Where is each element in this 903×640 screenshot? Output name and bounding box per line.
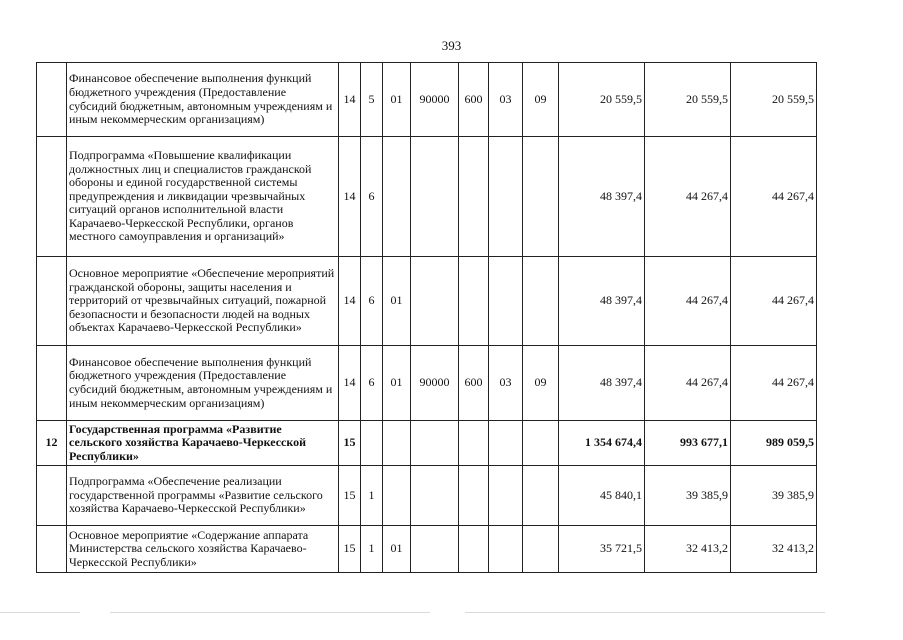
row-number: [37, 346, 67, 421]
amount-year-3: 44 267,4: [731, 137, 817, 257]
code-ministry: 14: [339, 346, 361, 421]
amount-year-2: 44 267,4: [645, 257, 731, 346]
amount-year-3: 32 413,2: [731, 526, 817, 573]
row-name: Основное мероприятие «Содержание аппарата Министерства сельского хозяйства Карачаево-Черкесской Республики»: [67, 526, 339, 573]
code-subsection: [523, 526, 559, 573]
code-ministry: 14: [339, 63, 361, 137]
table-row: [37, 526, 817, 573]
amount-year-3: 989 059,5: [731, 421, 817, 466]
amount-year-2: 39 385,9: [645, 466, 731, 526]
amount-year-1: 48 397,4: [559, 346, 645, 421]
code-expense-type: [459, 137, 489, 257]
code-subprogram: 1: [361, 526, 383, 573]
row-number: [37, 63, 67, 137]
code-ministry: 15: [339, 526, 361, 573]
code-subprogram: 6: [361, 346, 383, 421]
code-direction: [411, 137, 459, 257]
amount-year-1: 45 840,1: [559, 466, 645, 526]
row-number: [37, 466, 67, 526]
row-name: Основное мероприятие «Обеспечение мероприятий гражданской обороны, защиты населения и территорий от чрезвычайных ситуаций, пожарной безопасности и безопасности людей на водных объектах Карачаево-Черкесской Республики»: [67, 257, 339, 346]
table-row: [37, 63, 817, 137]
scan-edge-line: [465, 612, 825, 613]
code-section: [489, 466, 523, 526]
amount-year-2: 993 677,1: [645, 421, 731, 466]
code-expense-type: [459, 257, 489, 346]
code-section: [489, 421, 523, 466]
row-number: [37, 257, 67, 346]
code-direction: 90000: [411, 346, 459, 421]
code-section: [489, 526, 523, 573]
amount-year-2: 32 413,2: [645, 526, 731, 573]
code-subsection: 09: [523, 63, 559, 137]
row-name: Государственная программа «Развитие сельского хозяйства Карачаево-Черкесской Республики»: [67, 421, 339, 466]
table-row: [37, 257, 817, 346]
code-ministry: 15: [339, 466, 361, 526]
amount-year-1: 20 559,5: [559, 63, 645, 137]
scan-edge-line: [110, 612, 430, 613]
code-subsection: [523, 257, 559, 346]
budget-table: [36, 62, 817, 573]
code-section: 03: [489, 63, 523, 137]
amount-year-3: 44 267,4: [731, 257, 817, 346]
table-row: [37, 421, 817, 466]
amount-year-1: 48 397,4: [559, 257, 645, 346]
code-subprogram: 6: [361, 257, 383, 346]
amount-year-3: 20 559,5: [731, 63, 817, 137]
code-subsection: 09: [523, 346, 559, 421]
amount-year-1: 1 354 674,4: [559, 421, 645, 466]
code-direction: [411, 257, 459, 346]
code-event: 01: [383, 526, 411, 573]
code-event: [383, 466, 411, 526]
code-event: [383, 137, 411, 257]
code-subprogram: 5: [361, 63, 383, 137]
row-name: Финансовое обеспечение выполнения функций бюджетного учреждения (Предоставление субсидий бюджетным, автономным учреждениям и иным некоммерческим организациям): [67, 63, 339, 137]
code-expense-type: [459, 466, 489, 526]
code-event: 01: [383, 346, 411, 421]
code-subsection: [523, 466, 559, 526]
code-ministry: 14: [339, 137, 361, 257]
amount-year-3: 44 267,4: [731, 346, 817, 421]
code-ministry: 14: [339, 257, 361, 346]
code-expense-type: 600: [459, 346, 489, 421]
code-event: 01: [383, 63, 411, 137]
code-section: [489, 137, 523, 257]
code-section: 03: [489, 346, 523, 421]
page-number: 393: [441, 38, 462, 53]
code-event: 01: [383, 257, 411, 346]
code-section: [489, 257, 523, 346]
code-subprogram: 6: [361, 137, 383, 257]
amount-year-2: 44 267,4: [645, 346, 731, 421]
code-direction: [411, 466, 459, 526]
code-direction: 90000: [411, 63, 459, 137]
code-ministry: 15: [339, 421, 361, 466]
amount-year-2: 20 559,5: [645, 63, 731, 137]
row-name: Подпрограмма «Повышение квалификации должностных лиц и специалистов гражданской обороны и единой государственной системы предупреждения и ликвидации чрезвычайных ситуаций органов исполнительной власти Карачаево-Черкесской Республики, органов местного самоуправления и организаций»: [67, 137, 339, 257]
row-name: Финансовое обеспечение выполнения функций бюджетного учреждения (Предоставление субсидий бюджетным, автономным учреждениям и иным некоммерческим организациям): [67, 346, 339, 421]
amount-year-3: 39 385,9: [731, 466, 817, 526]
code-subsection: [523, 421, 559, 466]
code-expense-type: [459, 526, 489, 573]
code-event: [383, 421, 411, 466]
row-name: Подпрограмма «Обеспечение реализации государственной программы «Развитие сельского хозяйства Карачаево-Черкесской Республики»: [67, 466, 339, 526]
code-expense-type: [459, 421, 489, 466]
code-expense-type: 600: [459, 63, 489, 137]
amount-year-1: 35 721,5: [559, 526, 645, 573]
code-direction: [411, 526, 459, 573]
code-direction: [411, 421, 459, 466]
table-row: [37, 466, 817, 526]
amount-year-1: 48 397,4: [559, 137, 645, 257]
code-subsection: [523, 137, 559, 257]
amount-year-2: 44 267,4: [645, 137, 731, 257]
code-subprogram: 1: [361, 466, 383, 526]
code-subprogram: [361, 421, 383, 466]
row-number: [37, 137, 67, 257]
row-number: [37, 526, 67, 573]
row-number: 12: [37, 421, 67, 466]
scan-edge-line: [0, 612, 80, 613]
table-row: [37, 137, 817, 257]
table-row: [37, 346, 817, 421]
